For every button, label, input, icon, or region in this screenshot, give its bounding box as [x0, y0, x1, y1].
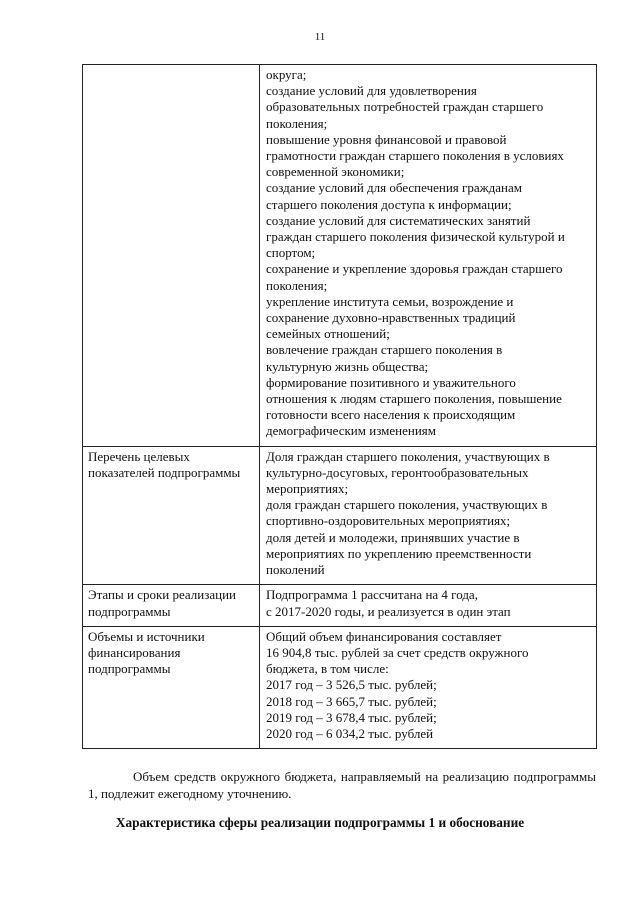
content-line: формирование позитивного и уважительного — [266, 374, 516, 390]
row-content-cell — [260, 585, 597, 626]
row-content-cell — [260, 65, 597, 447]
content-line: создание условий для удовлетворения — [266, 83, 477, 99]
content-line: укрепление института семьи, возрождение и — [266, 293, 514, 309]
content-line: Доля граждан старшего поколения, участвующих в — [266, 448, 550, 464]
table-row — [83, 585, 597, 626]
content-line: сохранение и укрепление здоровья граждан старшего — [266, 261, 563, 277]
content-line: поколения; — [266, 115, 328, 131]
content-line: мероприятиях; — [266, 481, 349, 497]
content-line: поколений — [266, 562, 325, 578]
content-line: вовлечение граждан старшего поколения в — [266, 342, 503, 358]
content-line: повышение уровня финансовой и правовой — [266, 131, 507, 147]
section-heading: Характеристика сферы реализации подпрограммы 1 и обоснование — [115, 815, 525, 830]
content-line: спортивно-оздоровительных мероприятиях; — [266, 513, 511, 529]
content-line: спортом; — [266, 245, 316, 261]
content-line: поколения; — [266, 277, 328, 293]
budget-note: Объем средств окружного бюджета, направляемый на реализацию подпрограммы 1, подлежит ежегодному уточнению. — [88, 769, 596, 801]
content-line: Подпрограмма 1 рассчитана на 4 года, — [266, 587, 478, 603]
subprogram-passport-table — [82, 64, 597, 749]
row-content-cell — [260, 626, 597, 748]
row-label-cell: Объемы и источники финансирования подпрограммы — [83, 626, 260, 748]
table-row — [83, 65, 597, 447]
content-line: культурную жизнь общества; — [266, 358, 429, 374]
content-line: семейных отношений; — [266, 326, 390, 342]
content-line: создание условий для обеспечения гражданам — [266, 180, 522, 196]
content-line: округа; — [266, 67, 307, 82]
content-line: 2018 год – 3 665,7 тыс. рублей; — [266, 693, 437, 709]
content-line: демографическим изменениям — [266, 423, 436, 439]
row-label-cell: Перечень целевых показателей подпрограммы — [83, 446, 260, 585]
content-line: доля граждан старшего поколения, участвующих в — [266, 497, 548, 513]
content-line: грамотности граждан старшего поколения в условиях — [266, 148, 564, 164]
content-line: старшего поколения доступа к информации; — [266, 196, 512, 212]
content-line: отношения к людям старшего поколения, повышение — [266, 391, 562, 407]
content-line: 16 904,8 тыс. рублей за счет средств окружного — [266, 644, 529, 660]
content-line: граждан старшего поколения физической культурой и — [266, 229, 565, 245]
content-line: сохранение духовно-нравственных традиций — [266, 310, 516, 326]
content-line: образовательных потребностей граждан старшего — [266, 99, 544, 115]
table-row — [83, 626, 597, 748]
content-line: культурно-досуговых, геронтообразовательных — [266, 464, 529, 480]
row-content-cell — [260, 446, 597, 585]
content-line: создание условий для систематических занятий — [266, 212, 531, 228]
content-line: бюджета, в том числе: — [266, 661, 389, 677]
table-body — [83, 65, 597, 749]
row-label-cell — [83, 65, 260, 447]
content-line: 2019 год – 3 678,4 тыс. рублей; — [266, 709, 437, 725]
content-line: мероприятиях по укреплению преемственности — [266, 545, 532, 561]
content-line: с 2017-2020 годы, и реализуется в один этап — [266, 603, 511, 619]
content-line: готовности всего населения к происходящим — [266, 407, 516, 423]
content-line: 2017 год – 3 526,5 тыс. рублей; — [266, 677, 437, 693]
row-label-cell: Этапы и сроки реализации подпрограммы — [83, 585, 260, 626]
page-number: 11 — [314, 31, 326, 43]
content-line: Общий объем финансирования составляет — [266, 628, 502, 644]
table-row — [83, 446, 597, 585]
content-line: современной экономики; — [266, 164, 405, 180]
content-line: 2020 год – 6 034,2 тыс. рублей — [266, 725, 434, 741]
content-line: доля детей и молодежи, принявших участие в — [266, 529, 520, 545]
